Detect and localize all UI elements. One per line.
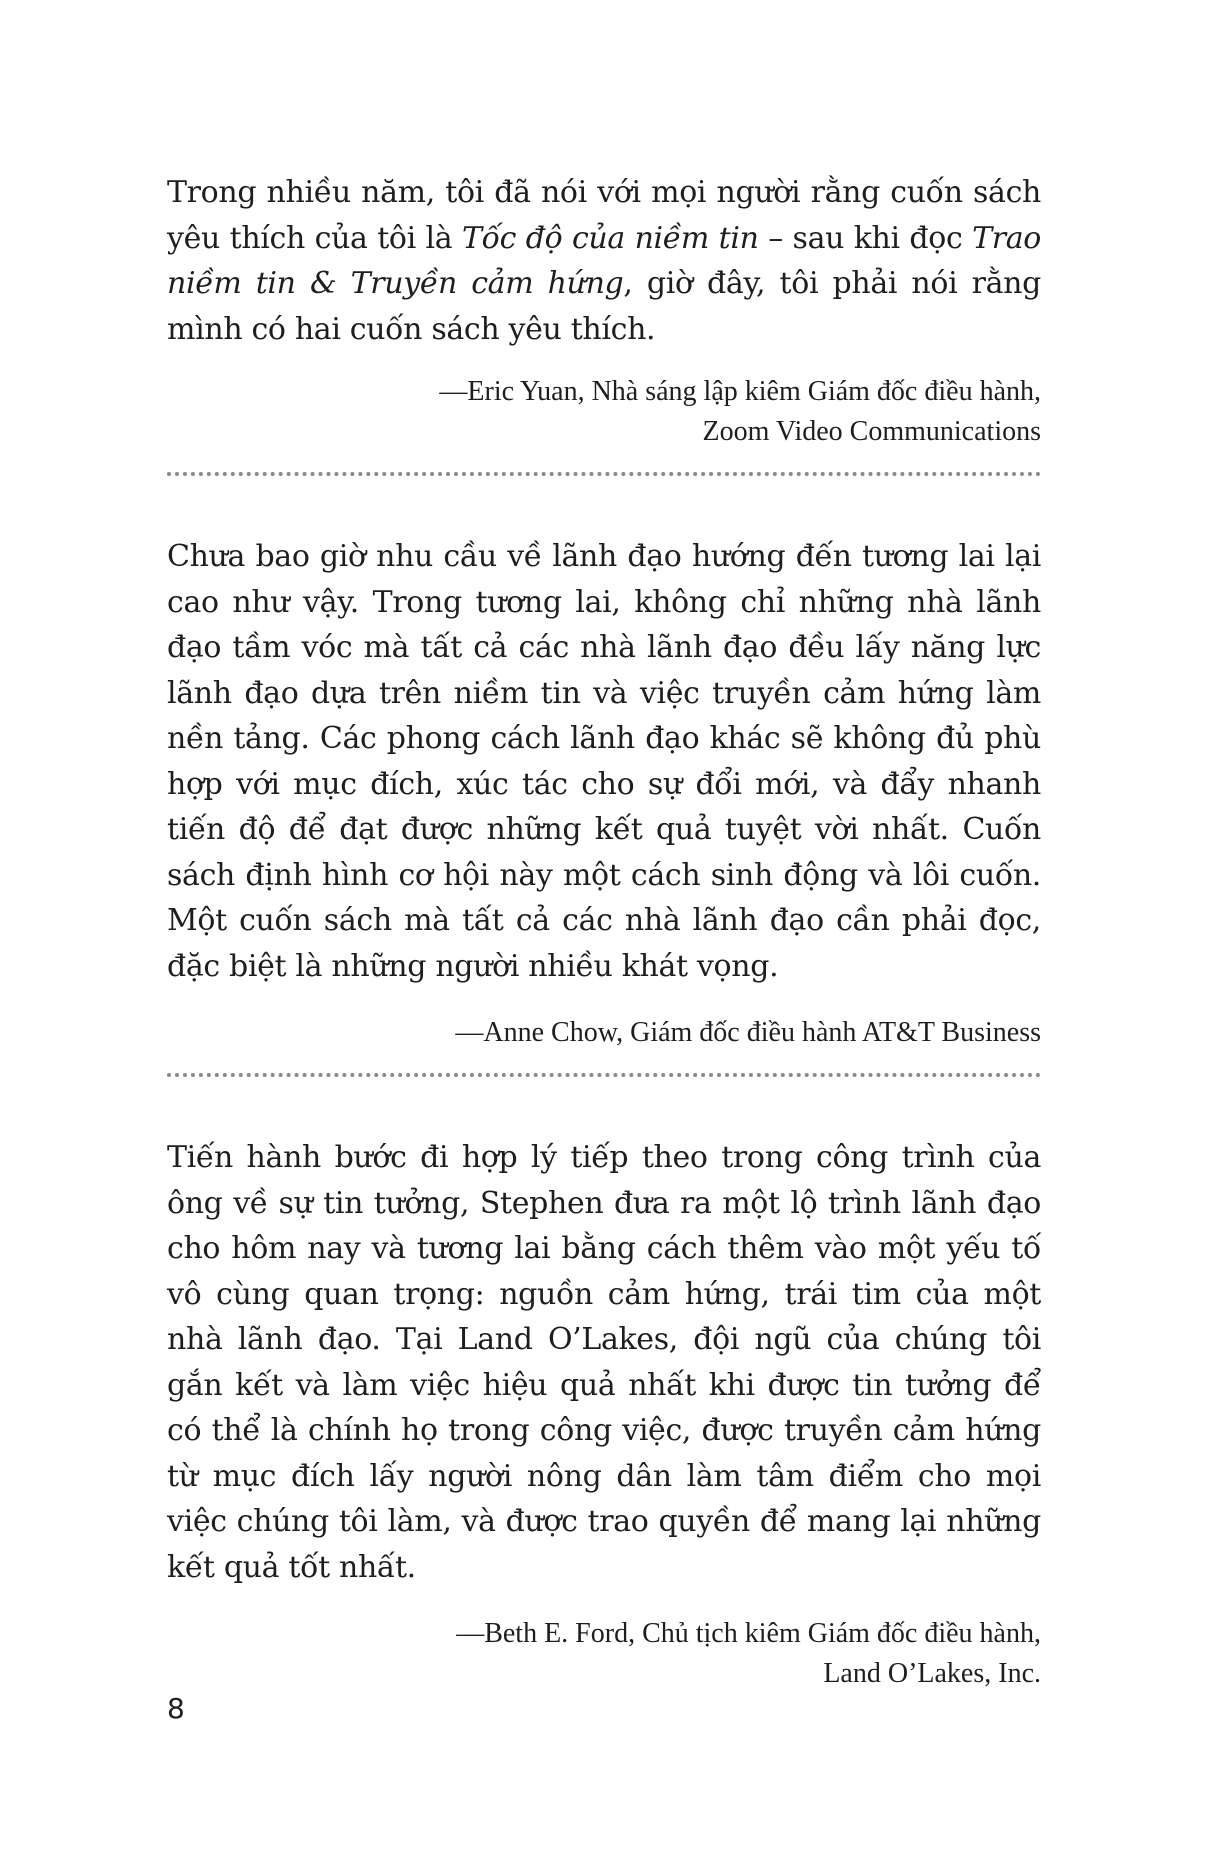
quote-text-part: , giờ đây, tôi phải nói rằng mình có hai cuốn sách yêu thích.: [167, 266, 1041, 347]
book-title-italic: Trao niềm tin & Truyền cảm hứng: [167, 220, 1042, 301]
quote-attribution: [167, 372, 1041, 452]
quote-attribution: [167, 1013, 1041, 1053]
endorsement-anne-chow: [167, 534, 1041, 1077]
attribution-line: —Beth E. Ford, Chủ tịch kiêm Giám đốc điều hành,: [456, 1618, 1041, 1649]
attribution-line: —Anne Chow, Giám đốc điều hành AT&T Business: [455, 1017, 1041, 1048]
quote-text-part: – sau khi đọc: [758, 220, 973, 256]
dotted-divider: [167, 472, 1041, 476]
attribution-line: —Eric Yuan, Nhà sáng lập kiêm Giám đốc điều hành,: [439, 376, 1041, 407]
dotted-divider: [167, 1073, 1041, 1077]
attribution-line: Zoom Video Communications: [702, 416, 1041, 447]
quote-text: [167, 170, 1041, 352]
endorsement-beth-ford: [167, 1135, 1041, 1694]
quote-text: Chưa bao giờ nhu cầu về lãnh đạo hướng đến tương lai lại cao như vậy. Trong tương lai, không chỉ những nhà lãnh đạo tầm vóc mà tất cả các nhà lãnh đạo đều lấy năng lực lãnh đạo dựa trên niềm tin và việc truyền cảm hứng làm nền tảng. Các phong cách lãnh đạo khác sẽ không đủ phù hợp với mục đích, xúc tác cho sự đổi mới, và đẩy nhanh tiến độ để đạt được những kết quả tuyệt vời nhất. Cuốn sách định hình cơ hội này một cách sinh động và lôi cuốn. Một cuốn sách mà tất cả các nhà lãnh đạo cần phải đọc, đặc biệt là những người nhiều khát vọng.: [167, 539, 1041, 984]
quote-attribution: [167, 1614, 1041, 1694]
endorsement-eric-yuan: [167, 170, 1041, 476]
attribution-line: Land O’Lakes, Inc.: [823, 1658, 1041, 1689]
quote-text-part: Trong nhiều năm, tôi đã nói với mọi người rằng cuốn sách yêu thích của tôi là: [167, 175, 1041, 256]
book-title-italic: Tốc độ của niềm tin: [461, 220, 759, 256]
quote-text: Tiến hành bước đi hợp lý tiếp theo trong công trình của ông về sự tin tưởng, Stephen đưa ra một lộ trình lãnh đạo cho hôm nay và tương lai bằng cách thêm vào một yếu tố vô cùng quan trọng: nguồn cảm hứng, trái tim của một nhà lãnh đạo. Tại Land O’Lakes, đội ngũ của chúng tôi gắn kết và làm việc hiệu quả nhất khi được tin tưởng để có thể là chính họ trong công việc, được truyền cảm hứng từ mục đích lấy người nông dân làm tâm điểm cho mọi việc chúng tôi làm, và được trao quyền để mang lại những kết quả tốt nhất.: [167, 1140, 1041, 1585]
page-content: [167, 170, 1041, 1694]
page-number: 8: [167, 1692, 185, 1725]
